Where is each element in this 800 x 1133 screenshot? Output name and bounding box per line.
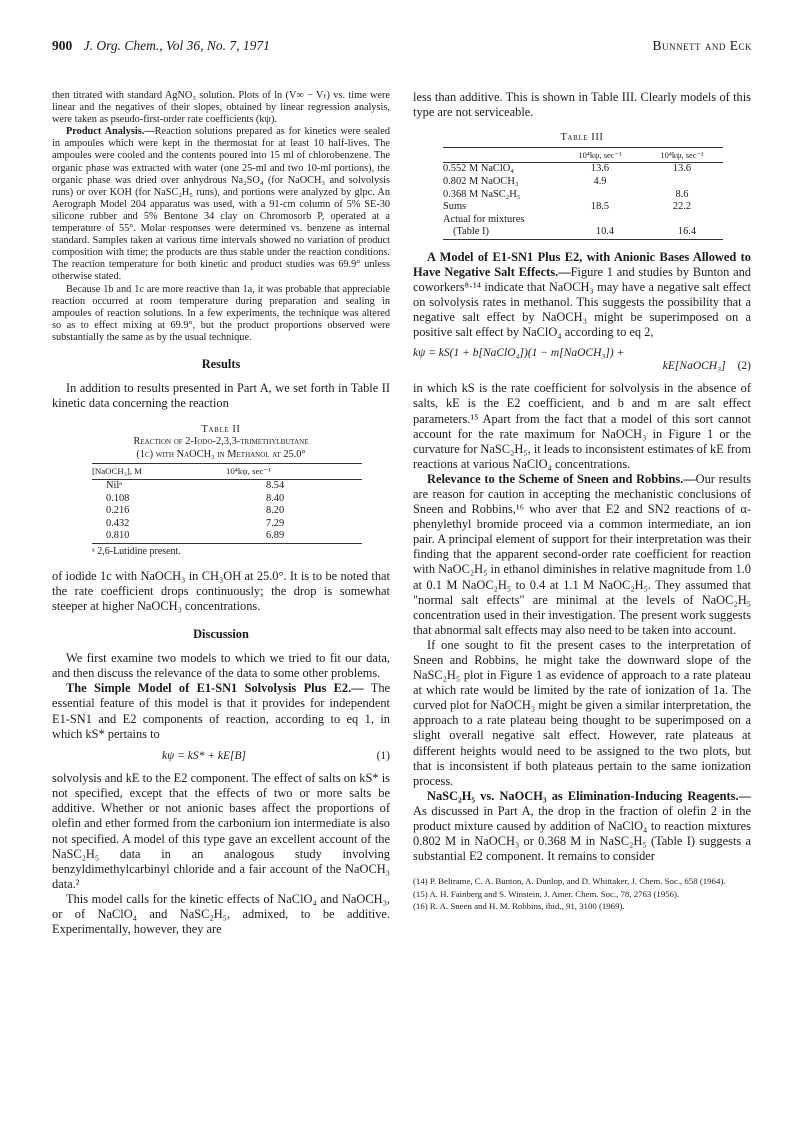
paragraph-nasc-vs-naoch — [413, 789, 751, 864]
cell-rate-b — [641, 176, 723, 189]
paragraph-simple-model — [52, 681, 390, 741]
paragraph-product-analysis — [52, 126, 390, 283]
paragraph-discussion: We first examine two models to which we tried to fit our data, and then discuss the relevance of the data to some other problems. — [52, 651, 390, 681]
table-row — [443, 176, 723, 189]
cell-rate-a: 13.6 — [590, 163, 610, 175]
table-ii-title: Table II — [201, 423, 241, 435]
negative-salt-model-text: Figure 1 and studies by Bunton and coworkers⁸·¹⁴ indicate that NaOCH₃ may have a negative salt effect on solvolysis rates in methanol. This suggests the possibility that a negative salt effect by NaOCH₃ might be superimposed on a positive salt effect by NaClO₄ according to eq 2, — [413, 265, 752, 340]
cell-rate-b: 22.2 — [672, 201, 692, 213]
row-label: 0.802 M NaOCH₃ — [443, 175, 519, 187]
paragraph-if-one-sought: If one sought to fit the present cases to the interpretation of Sneen and Robbins, he might take the downward slope of the NaSC₂H₅ plot in Figure 1 as evidence of approach to a rate plateau at which rate would be limited by the rate of ionization of 1a. The curved plot for NaOCH₃ might be given a similar interpretation, the approach to a rate plateau being thought to be superimposed on a slight overall negative salt effect. However, rate plateaus at different heights would need to be assigned to the two plots, but that is inconsistent if both plateaus pertain to the same ionization process. — [413, 637, 751, 788]
table-ii-caption-line2: (1c) with NaOCH₃ in Methanol at 25.0° — [136, 448, 306, 460]
reference-14: (14) P. Beltrame, C. A. Bunton, A. Dunlop, and D. Whittaker, J. Chem. Soc., 658 (1964). — [413, 876, 726, 887]
table-row — [92, 479, 362, 492]
row-label: Sums — [443, 201, 467, 213]
equation-1-number: (1) — [376, 749, 390, 762]
column-header-rate-b: 10⁴kψ, sec⁻¹ — [641, 147, 723, 163]
table-ii-caption-line1: Reaction of 2-Iodo-2,3,3-trimethylbutane — [133, 436, 309, 448]
cell-concentration: 0.216 — [106, 505, 130, 517]
cell-concentration: 0.108 — [106, 492, 130, 504]
equation-2-tail: kE[NaOCH₃] — [662, 359, 726, 372]
cell-rate-a — [559, 189, 641, 202]
paragraph-titration: then titrated with standard AgNO₃ solution. Plots of ln (V∞ − Vₜ) vs. time were linear and the negatives of their slopes, obtained by linear regression analysis, were taken as pseudo-first-order rate coefficients (kψ). — [52, 90, 390, 126]
column-header-rate-a: 10⁴kψ, sec⁻¹ — [559, 147, 641, 163]
table-ii — [52, 424, 390, 559]
relevance-heading: Relevance to the Scheme of Sneen and Robbins.— — [427, 471, 696, 486]
product-analysis-text: Reaction solutions prepared as for kinetics were sealed in ampoules which were kept in the thermostat for at least 10 half-lives. The ampoules were cooled and the contents poured into 15 ml of chlorobenzene. The organic phase was extracted with water (one 25-ml and two 10-ml portions), the organic phase was dried over anhydrous Na₂SO₄ (for NaOCH₃ and solvolysis runs) or over KOH (for NaSC₂H₅ runs), and portions were analyzed by glpc. An Aerograph Model 204 apparatus was used, with a 91-cm column of 5% SE-30 silicone rubber and 5% Bentone 34 clay on Chromosorb P, operated at a temperature of 55°. Molar responses were determined vs. benzene as internal standard. Samples taken at various time intervals showed no variation of product composition with time; the products are thus stable under the reaction conditions. The reaction temperature for both kinetic and product studies was 69.9° unless otherwise stated. — [52, 126, 390, 283]
table-row — [92, 518, 362, 531]
equation-2-number: (2) — [737, 359, 751, 372]
table-iii-title: Table III — [560, 132, 604, 144]
cell-concentration: 0.810 — [92, 530, 226, 543]
table-header-row — [92, 464, 362, 480]
simple-model-text: The essential feature of this model is that it provides for independent E1-SN1 and E2 components of reaction, according to eq 1, in which kS* pertains to — [52, 681, 391, 741]
table-row — [443, 214, 723, 227]
cell-rate: 8.54 — [266, 479, 285, 491]
paragraph-less-additive: less than additive. This is shown in Table III. Clearly models of this type are not serviceable. — [413, 90, 751, 120]
cell-rate-a: 10.4 — [559, 226, 641, 239]
table-row — [92, 530, 362, 543]
table-ii-footnote: ᵃ 2,6-Lutidine present. — [92, 545, 181, 557]
product-analysis-heading: Product Analysis.— — [66, 126, 155, 138]
equation-1-body: kψ = kS* + kE[B] — [162, 749, 246, 762]
journal-citation: J. Org. Chem., Vol 36, No. 7, 1971 — [83, 38, 270, 53]
running-header — [52, 38, 752, 58]
row-label: Actual for mixtures — [443, 213, 525, 225]
cell-rate-a: 18.5 — [590, 201, 610, 213]
cell-rate-a: 4.9 — [593, 175, 607, 187]
right-column — [413, 90, 751, 913]
table-row — [443, 201, 723, 214]
references — [413, 876, 751, 912]
cell-concentration: Nilᵃ — [106, 479, 123, 491]
paragraph-results: In addition to results presented in Part A, we set forth in Table II kinetic data concerning the reaction — [52, 381, 390, 411]
table-row — [92, 493, 362, 506]
column-header-rate: 10⁴kψ, sec⁻¹ — [226, 464, 362, 480]
row-label: (Table I) — [443, 226, 559, 239]
cell-rate-b: 13.6 — [672, 163, 692, 175]
reference-15: (15) A. H. Fainberg and S. Winstein, J. Amer. Chem. Soc., 78, 2763 (1956). — [413, 888, 680, 899]
paragraph-relevance — [413, 472, 751, 638]
paragraph-in-which: in which kS is the rate coefficient for solvolysis in the absence of salts, kE is the E2 coefficient, and b and m are salt effect parameters.¹⁵ Apart from the fact that a model of this sort cannot account for the rate maximum for NaOCH₃ in Figure 1 or the curvature for NaSC₂H₅, it leads to inconsistent estimates of kE from reactions at various NaClO₄ concentrations. — [413, 381, 751, 471]
equation-2-line1: kψ = kS(1 + b[NaClO₄])(1 − m[NaOCH₃]) + — [413, 346, 625, 359]
negative-salt-model-heading: A Model of E1-SN1 Plus E2, with Anionic Bases Allowed to Have Negative Salt Effects.— — [413, 249, 751, 280]
table-iii-grid — [443, 147, 723, 240]
cell-concentration: 0.432 — [106, 517, 130, 529]
paragraph-solvolysis: solvolysis and kE to the E2 component. The effect of salts on kS* is not specified, except that the effects of two or more salts be additive. Whether or not anionic bases affect the proportions of olefin and ether formed from the carbonium ion intermediate is also not specified. A model of this type gave an excellent account of the NaSC₂H₅ data in an analogous study involving benzyldimethylcarbinyl chloride and a fair account of the NaOCH₃ data.² — [52, 771, 390, 891]
equation-2-line2 — [413, 360, 751, 373]
cell-rate: 7.29 — [266, 517, 285, 529]
cell-rate-a — [559, 214, 641, 227]
table-row — [443, 163, 723, 176]
relevance-text: Our results are reason for caution in accepting the mechanistic conclusions of Sneen and Robbins,¹⁶ who aver that E2 and SN2 reactions of α-phenylethyl bromide proceed via a common intermediate, an ion pair. A principal element of support for their interpretation was their finding that the apparent second-order rate coefficient for reaction with NaOC₂H₅ in ethanol diminishes in relative magnitude from 1.0 at 0.1 M NaOC₂H₅ to 0.4 at 1.1 M NaOC₂H₅. They assumed that "normal salt effects" are minimal at the levels of NaOC₂H₅ concentration used in their investigation. The present work suggests that abnormal salt effects may also need to be taken into account. — [413, 471, 751, 637]
table-header-row — [443, 147, 723, 163]
left-column — [52, 90, 390, 937]
cell-rate-b: 16.4 — [641, 226, 723, 239]
nasc-vs-naoch-heading: NaSC₂H₅ vs. NaOCH₃ as Elimination-Inducing Reagents.— — [427, 788, 751, 803]
simple-model-heading: The Simple Model of E1-SN1 Solvolysis Plus E2.— — [66, 681, 364, 696]
running-authors: Bunnett and Eck — [652, 38, 752, 53]
row-label: 0.368 M NaSC₂H₅ — [443, 188, 521, 200]
table-row — [92, 505, 362, 518]
table-ii-grid — [92, 463, 362, 544]
table-row — [443, 226, 723, 239]
nasc-vs-naoch-text: As discussed in Part A, the drop in the fraction of olefin 2 in the product mixture caused by addition of NaClO₄ to reaction mixtures 0.802 M in NaOCH₃ or 0.368 M in NaSC₂H₅ (Table I) suggests a substantial E2 component. It remains to consider — [413, 803, 751, 864]
cell-rate: 6.89 — [226, 530, 362, 543]
equation-1 — [52, 750, 390, 763]
results-heading: Results — [201, 356, 241, 371]
paragraph-iodide: of iodide 1c with NaOCH₃ in CH₃OH at 25.0°. It is to be noted that the rate coefficient drops continuously; the drop is somewhat steeper at higher NaOCH₃ concentrations. — [52, 568, 390, 613]
paragraph-model-calls: This model calls for the kinetic effects of NaClO₄ and NaOCH₃, or of NaClO₄ and NaSC₂H₅, admixed, to be additive. Experimentally, however, they are — [52, 891, 390, 937]
cell-rate-b — [641, 214, 723, 227]
discussion-heading: Discussion — [193, 626, 249, 641]
page-number: 900 — [52, 38, 73, 53]
row-label: 0.552 M NaClO₄ — [443, 163, 514, 175]
cell-rate: 8.40 — [266, 492, 285, 504]
table-iii — [413, 132, 751, 240]
column-header-blank — [443, 147, 559, 163]
cell-rate-b: 8.6 — [675, 188, 689, 200]
paragraph-negative-salt-model — [413, 250, 751, 341]
table-row — [443, 189, 723, 202]
paragraph-reactivity: Because 1b and 1c are more reactive than 1a, it was probable that appreciable reaction occurred at room temperature during preparation and sealing in ampoules of reaction solutions. In a few experiments, the technique was altered so as to effect mixing at 69.9°, but the product proportions observed were substantially the same as by the usual technique. — [52, 283, 390, 343]
reference-16: (16) R. A. Sneen and H. M. Robbins, ibid., 91, 3100 (1969). — [413, 900, 625, 911]
column-header-concentration: [NaOCH₃], M — [92, 464, 226, 480]
cell-rate: 8.20 — [266, 505, 285, 517]
